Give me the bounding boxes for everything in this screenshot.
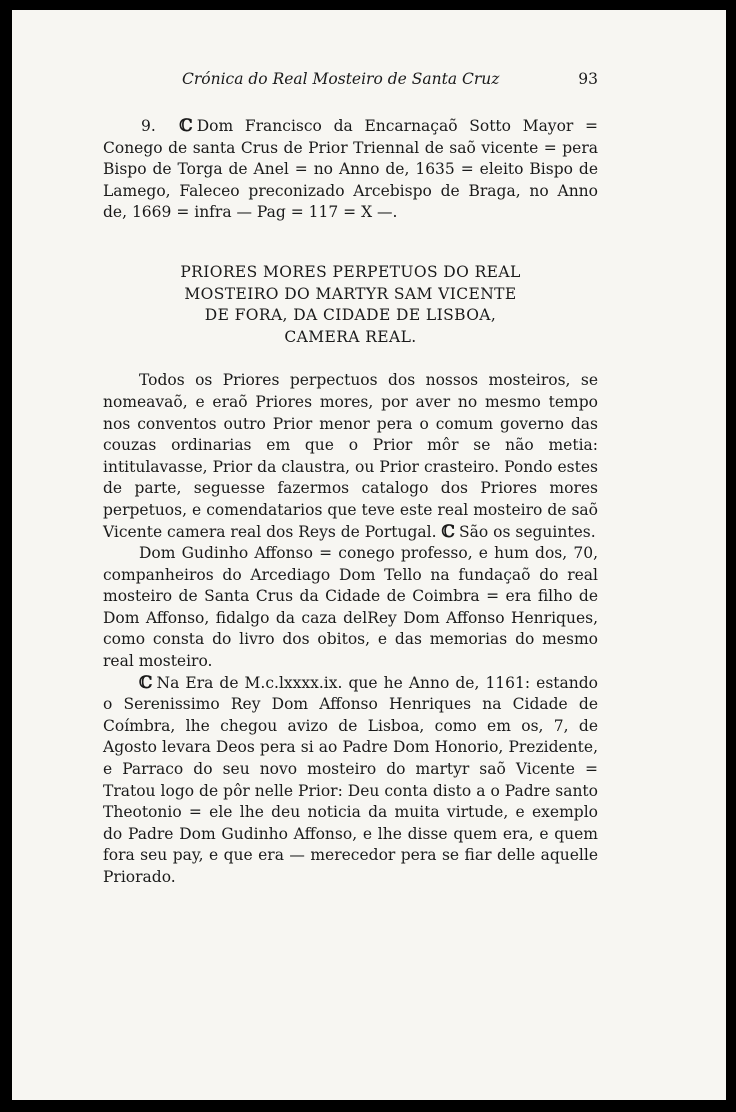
heading-line: PRIORES MORES PERPETUOS DO REAL [180, 262, 521, 281]
paragraph-tail: São os seguintes. [459, 522, 596, 541]
book-page [12, 10, 726, 1100]
page-header [102, 70, 598, 94]
paragraph-mark-icon: ℂ [139, 672, 153, 693]
heading-line: DE FORA, DA CIDADE DE LISBOA, [204, 306, 497, 325]
paragraph-text: Todos os Priores perpectuos dos nossos mosteiros, se nomeavaõ, e eraõ Priores mores, por aver no mesmo tempo nos conventos outro Prior menor pera o comum governo das couzas ordinarias em que o Prior môr se não metia: intitulavasse, Prior da claustra, ou Prior crasteiro. Pondo estes de parte, seguesse fazermos catalogo dos Priores mores perpetuos, e comendatarios que teve este real mosteiro de saõ Vicente camera real dos Reys de Portugal. [103, 371, 598, 541]
page-content [103, 116, 598, 889]
entry-number: 9. [141, 117, 156, 135]
paragraph-text: Na Era de M.c.lxxxx.ix. que he Anno de, 1161: estando o Serenissimo Rey Dom Affonso Henriques na Cidade de Coímbra, lhe chegou avizo de Lisboa, como em os, 7, de Agosto levara Deos pera si ao Padre Dom Honorio, Prezidente, e Parraco do seu novo mosteiro do martyr saõ Vicente = Tratou logo de pôr nelle Prior: Deu conta disto a o Padre santo Theotonio = ele lhe deu noticia da muita virtude, e exemplo do Padre Dom Gudinho Affonso, e lhe disse quem era, e quem fora seu pay, e que era — merecedor pera se fiar delle aquelle Priorado. [103, 673, 598, 886]
body-paragraph [103, 543, 598, 673]
paragraph-mark-icon: ℂ [441, 521, 456, 542]
heading-line: MOSTEIRO DO MARTYR SAM VICENTE [184, 284, 517, 303]
entry-text: Dom Francisco da Encarnaçaõ Sotto Mayor = Conego de santa Crus de Prior Triennal de saõ vicente = pera Bispo de Torga de Anel = no Anno de, 1635 = eleito Bispo de Lamego, Faleceo preconizado Arcebispo de Braga, no Anno de, 1669 = infra — Pag = 117 = X —. [103, 117, 598, 222]
page-number: 93 [578, 70, 598, 88]
running-title: Crónica do Real Mosteiro de Santa Cruz [182, 70, 500, 88]
section-heading [103, 262, 598, 348]
entry-paragraph [103, 116, 598, 224]
body-paragraph [103, 673, 598, 889]
paragraph-mark-icon: ℂ [179, 116, 193, 136]
paragraph-text: Dom Gudinho Affonso = conego professo, e hum dos, 70, companheiros do Arcediago Dom Tello na fundaçaõ do real mosteiro de Santa Crus da Cidade de Coimbra = era filho de Dom Affonso, fidalgo da caza delRey Dom Affonso Henriques, como consta do livro dos obitos, e das memorias do mesmo real mosteiro. [103, 544, 598, 671]
heading-line: CAMERA REAL. [284, 327, 417, 346]
body-paragraph [103, 370, 598, 543]
